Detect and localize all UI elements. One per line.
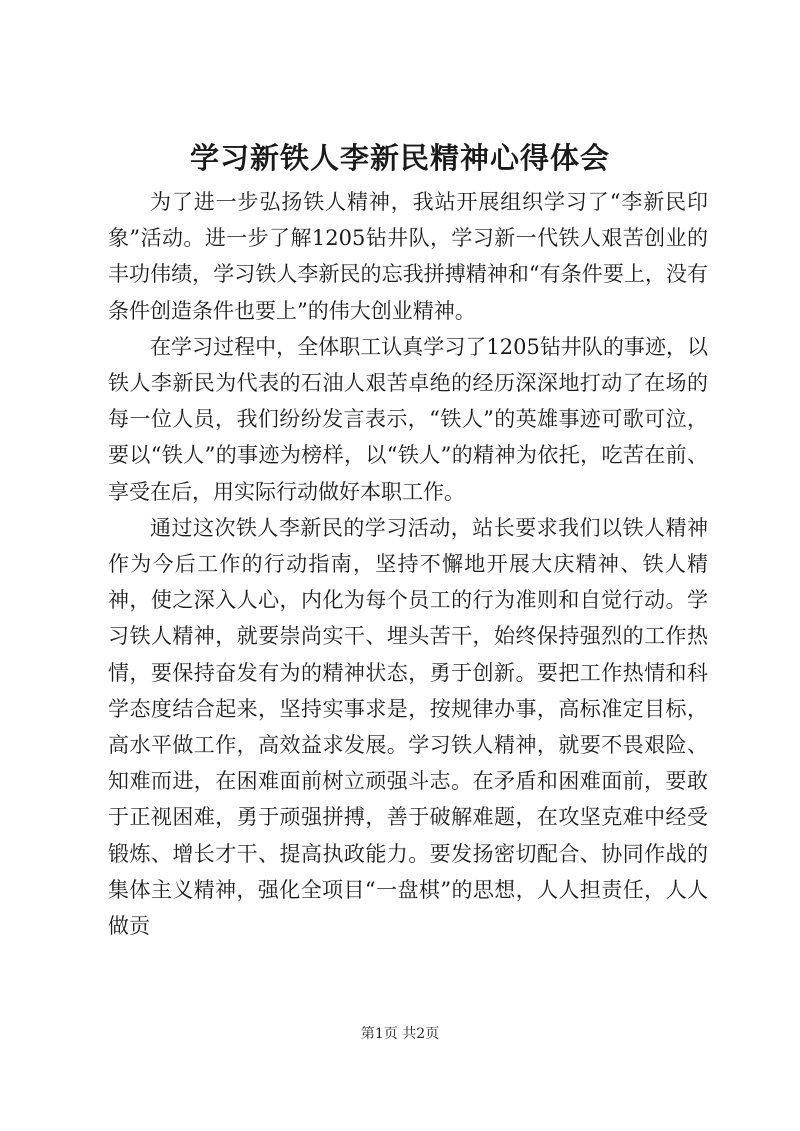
- paragraph-2: 在学习过程中，全体职工认真学习了1205钻井队的事迹，以铁人李新民为代表的石油人艰苦卓绝的经历深深地打动了在场的每一位人员，我们纷纷发言表示，“铁人”的英雄事迹可歌可泣，要以“铁人”的事迹为榜样，以“铁人”的精神为依托，吃苦在前、享受在后，用实际行动做好本职工作。: [108, 334, 708, 504]
- paragraph-3: 通过这次铁人李新民的学习活动，站长要求我们以铁人精神作为今后工作的行动指南，坚持不懈地开展大庆精神、铁人精神，使之深入人心，内化为每个员工的行为准则和自觉行动。学习铁人精神，就要崇尚实干、埋头苦干，始终保持强烈的工作热情，要保持奋发有为的精神状态，勇于创新。要把工作热情和科学态度结合起来，坚持实事求是，按规律办事，高标准定目标，高水平做工作，高效益求发展。学习铁人精神，就要不畏艰险、知难而进，在困难面前树立顽强斗志。在矛盾和困难面前，要敢于正视困难，勇于顽强拼搏，善于破解难题，在攻坚克难中经受锻炼、增长才干、提高执政能力。要发扬密切配合、协同作战的集体主义精神，强化全项目“一盘棋”的思想，人人担责任，人人做贡: [108, 515, 708, 939]
- paragraph-1: 为了进一步弘扬铁人精神，我站开展组织学习了“李新民印象”活动。进一步了解1205钻井队，学习新一代铁人艰苦创业的丰功伟绩，学习铁人李新民的忘我拼搏精神和“有条件要上，没有条件创造条件也要上”的伟大创业精神。: [108, 190, 708, 323]
- page-title: 学习新铁人李新民精神心得体会: [189, 141, 610, 175]
- document-body: [108, 184, 708, 944]
- page-footer: 第1页 共2页: [360, 1026, 440, 1042]
